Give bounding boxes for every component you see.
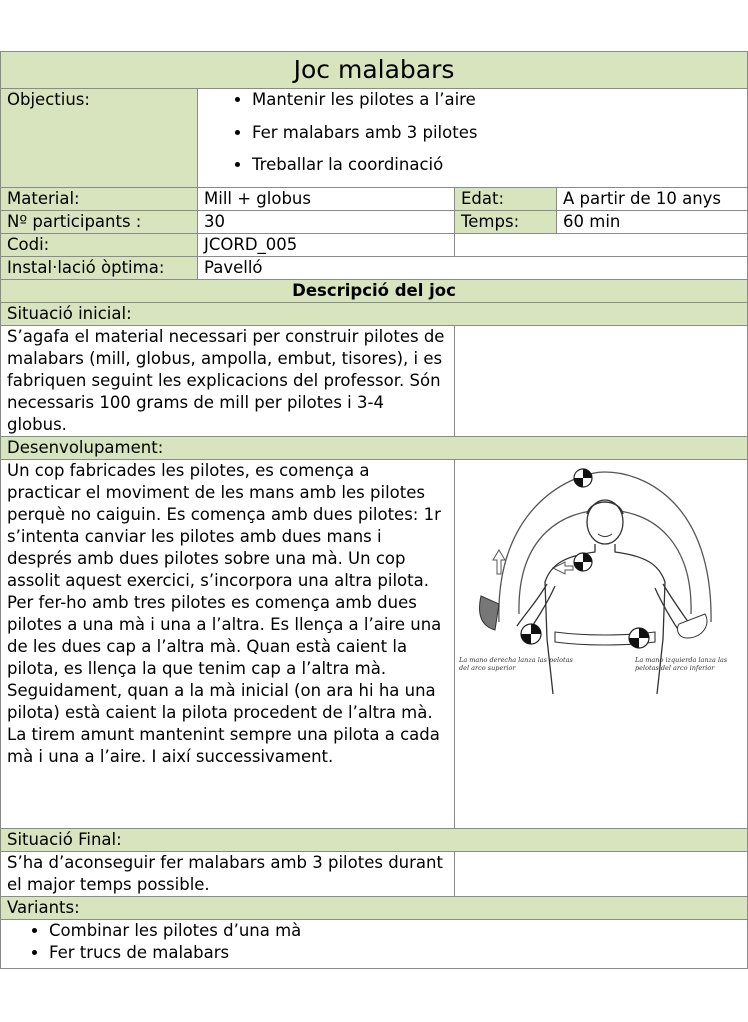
edat-value: A partir de 10 anys (557, 187, 748, 210)
material-value: Mill + globus (198, 187, 455, 210)
activity-sheet (0, 51, 747, 969)
edat-label: Edat: (455, 187, 557, 210)
caption-right: La mano izquierda lanza las pelotas del arco inferior (635, 655, 728, 672)
installacio-label: Instal·lació òptima: (1, 256, 198, 279)
situacio-inicial-text: S’agafa el material necessari per construir pilotes de malabars (mill, globus, ampolla, embut, tisores), i es fabriquen seguint les explicacions del professor. Són necessaris 100 grams de mill per pilotes i 3-4 globus. (1, 325, 455, 436)
juggling-illustration-cell (455, 459, 748, 828)
empty-cell (455, 233, 748, 256)
objectius-list (204, 89, 741, 176)
temps-value: 60 min (557, 210, 748, 233)
participants-label: Nº participants : (1, 210, 198, 233)
codi-value: JCORD_005 (198, 233, 455, 256)
arrow-right-icon (553, 562, 573, 574)
variant-item: • Combinar les pilotes d’una mà (49, 920, 741, 942)
situacio-final-text: S’ha d’aconseguir fer malabars amb 3 pilotes durant el major temps possible. (1, 851, 455, 896)
desenvolupament-label: Desenvolupament: (1, 436, 748, 459)
situacio-inicial-label: Situació inicial: (1, 302, 748, 325)
codi-label: Codi: (1, 233, 198, 256)
objectius-list-cell (198, 89, 748, 188)
activity-table (0, 51, 748, 969)
participants-value: 30 (198, 210, 455, 233)
juggling-illustration (455, 464, 747, 694)
variants-list-cell (1, 919, 748, 968)
objectiu-item: • Treballar la coordinació (252, 154, 741, 176)
descripcio-header: Descripció del joc (1, 279, 748, 302)
ball-right-hand-icon (629, 628, 649, 648)
objectiu-item: • Mantenir les pilotes a l’aire (252, 89, 741, 111)
temps-label: Temps: (455, 210, 557, 233)
caption-left: La mano derecha lanza las pelotas del arco superior (459, 655, 573, 672)
variants-list (7, 920, 741, 964)
ball-left-hand-icon (521, 624, 541, 644)
material-label: Material: (1, 187, 198, 210)
desenvolupament-text: Un cop fabricades les pilotes, es comença a practicar el moviment de les mans amb les pilotes perquè no caiguin. Es comença amb dues pilotes: 1r s’intenta canviar les pilotes amb dues mans i després amb dues pilotes sobre una mà. Un cop assolit aquest exercici, s’incorpora una altra pilota. Per fer-ho amb tres pilotes es comença amb dues pilotes a una mà i una a l’altra. Es llença a l’aire una de les dues cap a l’altra mà. Quan està caient la pilota, es llença la que tenim cap a l’altra mà. Seguidament, quan a la mà inicial (on ara hi ha una pilota) està caient la pilota procedent de l’altra mà. La tirem amunt mantenint sempre una pilota a cada mà i una a l’aire. I així successivament. (1, 459, 455, 828)
left-arm (517, 584, 547, 626)
objectiu-item: • Fer malabars amb 3 pilotes (252, 122, 741, 144)
right-hand-icon (677, 614, 707, 638)
ball-top-icon (574, 469, 592, 487)
upper-arc (499, 472, 711, 622)
page-title: Joc malabars (1, 52, 748, 89)
situacio-final-label: Situació Final: (1, 828, 748, 851)
situacio-final-empty (455, 851, 748, 896)
situacio-inicial-empty (455, 325, 748, 436)
installacio-value: Pavelló (198, 256, 748, 279)
objectius-label: Objectius: (1, 89, 198, 188)
left-hand-icon (480, 596, 499, 630)
variant-item: • Fer trucs de malabars (49, 942, 741, 964)
ball-middle-icon (574, 553, 592, 571)
right-arm (663, 584, 691, 626)
variants-label: Variants: (1, 896, 748, 919)
